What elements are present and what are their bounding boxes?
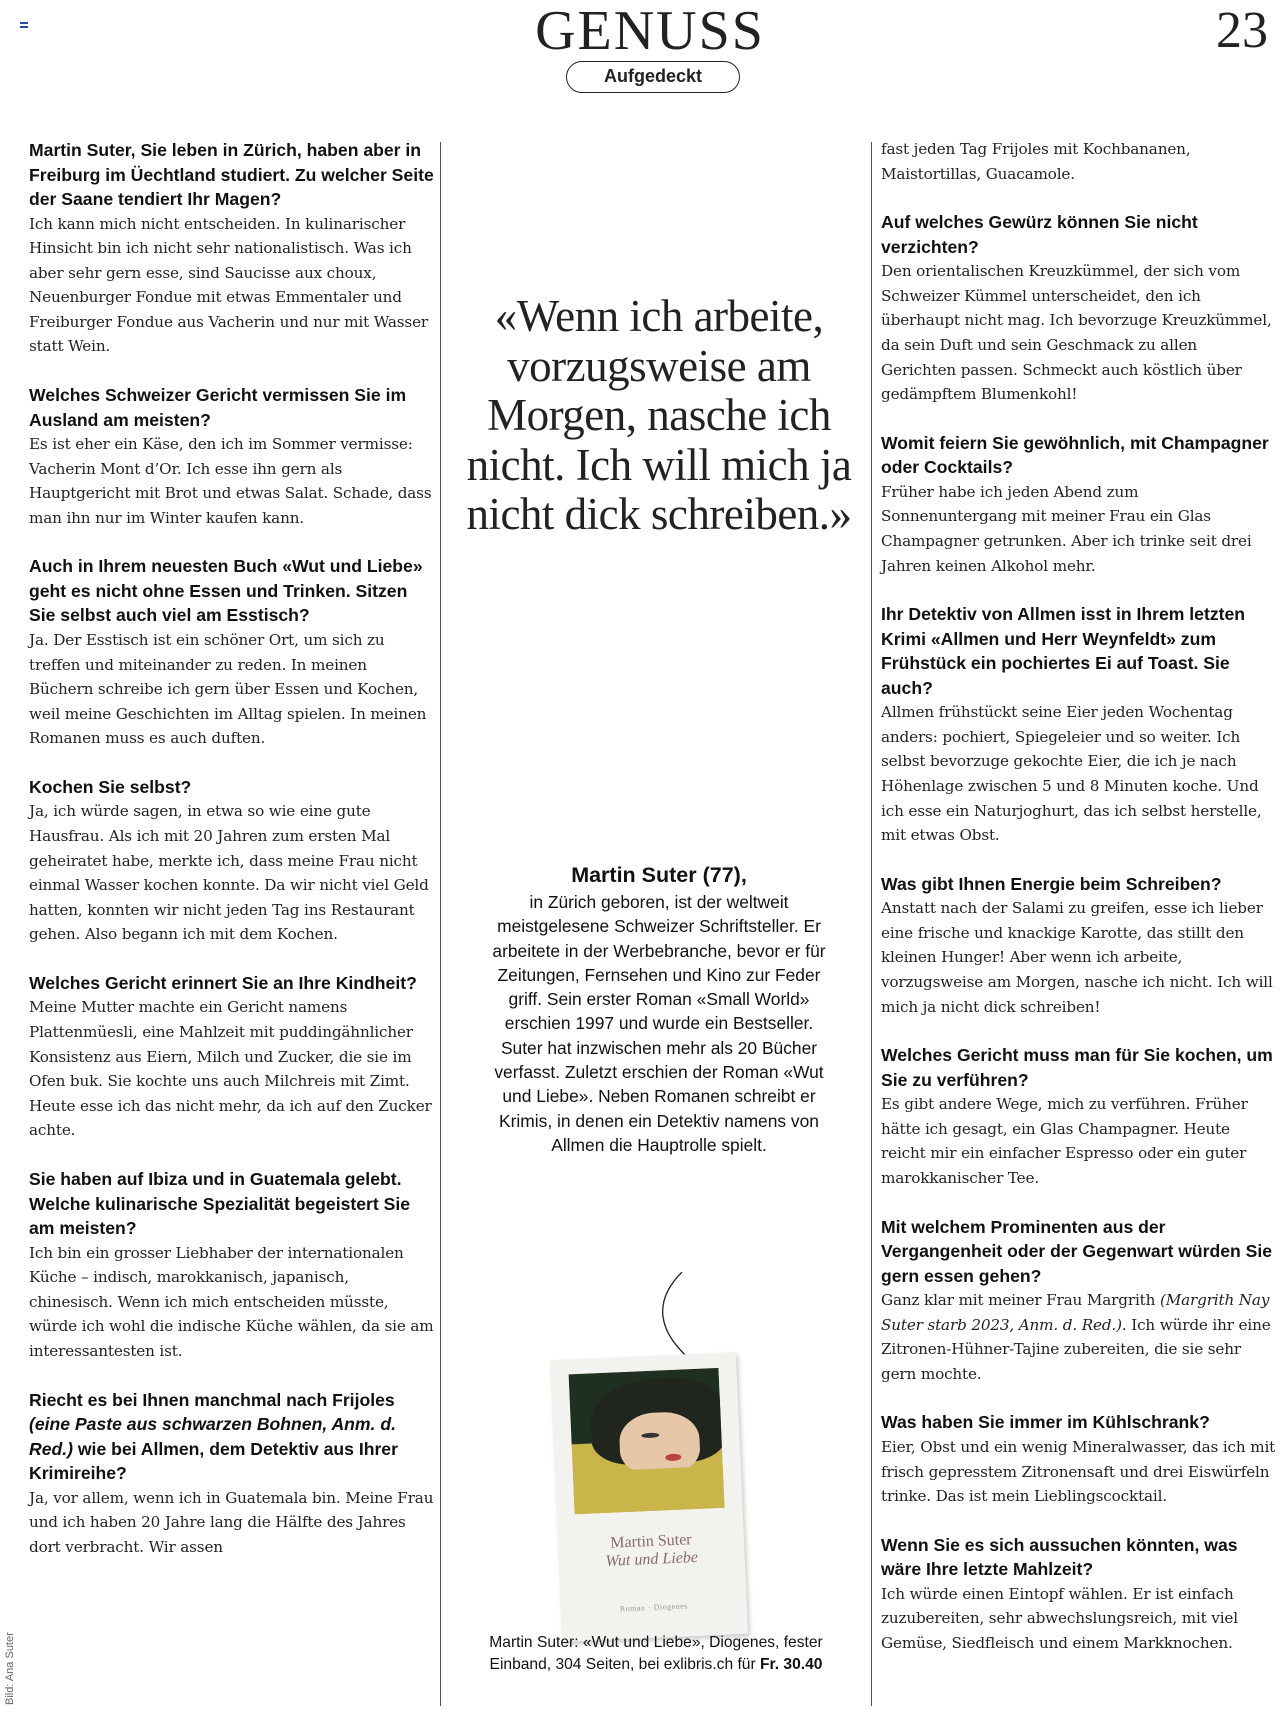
answer: Ich würde einen Eintopf wählen. Er ist einfach zuzubereiten, sehr abwechslungsreich, mit viel Gemüse, Siedfleisch und einem Markknochen. — [881, 1584, 1238, 1652]
right-column — [881, 137, 1276, 1679]
qa-block — [29, 1388, 434, 1560]
answer-text: Ganz klar mit meiner Frau Margrith — [881, 1291, 1160, 1310]
question: Was haben Sie immer im Kühlschrank? — [881, 1412, 1210, 1433]
answer: Früher habe ich jeden Abend zum Sonnenuntergang mit meiner Frau ein Glas Champagner getrunken. Aber ich trinke seit drei Jahren keinen Alkohol mehr. — [881, 482, 1252, 575]
question: Auf welches Gewürz können Sie nicht verzichten? — [881, 212, 1198, 257]
book-author: Martin Suter — [609, 1531, 692, 1552]
book-cover — [550, 1352, 748, 1642]
photo-credit: Bild: Ana Suter — [4, 1632, 16, 1705]
question: Ihr Detektiv von Allmen isst in Ihrem letzten Krimi «Allmen und Herr Weynfeldt» zum Frühstück ein pochiertes Ei auf Toast. Sie auch? — [881, 604, 1246, 698]
answer: Eier, Obst und ein wenig Mineralwasser, das ich mit frisch gepresstem Zitronensaft und drei Eiswürfeln trinke. Das ist mein Lieblingscocktail. — [881, 1437, 1276, 1506]
caption-price: Fr. 30.40 — [760, 1656, 823, 1673]
qa-block — [881, 872, 1276, 1019]
question: Womit feiern Sie gewöhnlich, mit Champagner oder Cocktails? — [881, 432, 1269, 478]
subsection-badge: Aufgedeckt — [566, 61, 740, 93]
qa-block — [881, 137, 1276, 186]
answer: Es gibt andere Wege, mich zu verführen. Früher hätte ich gesagt, ein Glas Champagner. Heute reicht mir ein einfacher Espresso oder ein guter marokkanischer Tee. — [881, 1095, 1248, 1187]
qa-block — [881, 1410, 1276, 1508]
question — [29, 1388, 434, 1486]
qa-block — [881, 210, 1276, 407]
question: Wenn Sie es sich aussuchen könnten, was wäre Ihre letzte Mahlzeit? — [881, 1534, 1238, 1580]
qa-block — [881, 1043, 1276, 1190]
question: Welches Schweizer Gericht vermissen Sie im Ausland am meisten? — [29, 385, 407, 430]
answer: Ich bin ein grosser Liebhaber der internationalen Küche – indisch, marokkanisch, japanisch, chinesisch. Wenn ich mich entscheiden müsste, würde ich wohl die indische Küche wählen, da sie am interessantesten ist. — [29, 1243, 434, 1360]
answer: Ja. Der Esstisch ist ein schöner Ort, um sich zu treffen und miteinander zu reden. In meinen Büchern schreibe ich gern über Essen und Kochen, weil meine Geschichten im Alltag spielen. In meinen Romanen muss es auch duften. — [29, 630, 427, 748]
left-column — [29, 138, 434, 1583]
section-title: GENUSS — [535, 0, 765, 62]
answer: Es ist eher ein Käse, den ich im Sommer vermisse: Vacherin Mont d’Or. Ich esse ihn gern als Hauptgericht mit Brot und etwas Salat. Schade, dass man ihn nur im Winter kaufen kann. — [29, 435, 432, 527]
column-rule — [440, 142, 441, 1706]
qa-block — [29, 971, 434, 1143]
pull-quote: «Wenn ich arbeite, vorzugsweise am Morgen, nasche ich nicht. Ich will mich ja nicht dick schreiben.» — [466, 291, 852, 539]
bio-name: Martin Suter (77), — [571, 863, 747, 887]
answer: Ja, ich würde sagen, in etwa so wie eine gute Hausfrau. Als ich mit 20 Jahren zum ersten Mal geheiratet habe, merkte ich, dass meine Frau nicht einmal Wasser kochen konnte. Da wir nicht viel Geld hatten, konnten wir nicht jeden Tag ins Restaurant gehen. Also begann ich mit dem Kochen. — [29, 802, 429, 944]
answer: Ich kann mich nicht entscheiden. In kulinarischer Hinsicht bin ich nicht sehr nationalistisch. Was ich aber sehr gern esse, sind Saucisse aux choux, Neuenburger Fondue mit etwas Emmentaler und Freiburger Fondue aus Vacherin und nur mit Wasser statt Wein. — [29, 214, 429, 356]
question: Was gibt Ihnen Energie beim Schreiben? — [881, 873, 1222, 894]
qa-block — [29, 775, 434, 947]
qa-block — [29, 383, 434, 530]
question: Mit welchem Prominenten aus der Vergangenheit oder der Gegenwart würden Sie gern essen gehen? — [881, 1216, 1273, 1286]
answer: Den orientalischen Kreuzkümmel, der sich vom Schweizer Kümmel unterscheidet, den ich überhaupt nicht mag. Ich bevorzuge Kreuzkümmel, da sein Duft und sein Geschmack zu allen Gerichten passen. Schmeckt auch köstlich über gedämpftem Blumenkohl! — [881, 262, 1272, 404]
author-bio — [492, 860, 826, 1157]
question: Welches Gericht erinnert Sie an Ihre Kindheit? — [29, 972, 417, 993]
answer: Ja, vor allem, wenn ich in Guatemala bin. Meine Frau und ich haben 20 Jahre lang die Hälfte des Jahres dort verbracht. Wir assen — [29, 1488, 434, 1556]
book-caption — [476, 1632, 836, 1676]
question: Kochen Sie selbst? — [29, 776, 192, 797]
book-publisher: Roman · Diogenes — [619, 1601, 688, 1614]
bio-text: in Zürich geboren, ist der weltweit meistgelesene Schweizer Schriftsteller. Er arbeitete in der Werbebranche, bevor er für Zeitungen, Fernsehen und Kino zur Feder griff. Sein erster Roman «Small World» erschien 1997 und wurde ein Bestseller. Suter hat inzwischen mehr als 20 Bücher verfasst. Zuletzt erschien der Roman «Wut und Liebe». Neben Romanen schreibt er Krimis, in denen ein Detektiv namens von Allmen die Hauptrolle spielt. — [492, 892, 826, 1155]
qa-block — [29, 138, 434, 359]
question-text: wie bei Allmen, dem Detektiv aus Ihrer Krimireihe? — [29, 1438, 398, 1483]
editor-note: (eine Paste aus schwarzen Bohnen, Anm. d. Red.) — [29, 1414, 396, 1459]
answer — [881, 1288, 1276, 1386]
qa-block — [881, 431, 1276, 578]
book-title: Wut und Liebe — [605, 1548, 699, 1570]
qa-block — [881, 1215, 1276, 1387]
question-text: Riecht es bei Ihnen manchmal nach Frijoles — [29, 1389, 395, 1410]
qa-block — [29, 554, 434, 750]
editor-note: (Margrith Nay Suter starb 2023, Anm. d. Red.) — [881, 1291, 1270, 1334]
question: Sie haben auf Ibiza und in Guatemala gelebt. Welche kulinarische Spezialität begeistert Sie am meisten? — [29, 1169, 411, 1239]
answer: fast jeden Tag Frijoles mit Kochbananen, Maistortillas, Guacamole. — [881, 140, 1191, 183]
answer: Anstatt nach der Salami zu greifen, esse ich lieber eine frische und knackige Karotte, das stillt den kleinen Hunger! Aber wenn ich arbeite, vorzugsweise am Morgen, nasche ich nicht. Ich will mich ja nicht dick schreiben! — [881, 899, 1273, 1016]
cover-illustration — [569, 1368, 725, 1514]
caption-text: Martin Suter: «Wut und Liebe», Diogenes, fester Einband, 304 Seiten, bei exlibris.ch für — [489, 1634, 823, 1673]
column-rule — [871, 142, 872, 1706]
answer-text: . Ich würde ihr eine Zitronen-Hühner-Tajine zubereiten, die sie sehr gern mochte. — [881, 1315, 1271, 1383]
page-header — [0, 0, 1280, 100]
answer: Meine Mutter machte ein Gericht namens Plattenmüesli, eine Mahlzeit mit puddingähnlicher Konsistenz aus Eiern, Milch und Zucker, die sie im Ofen buk. Sie kochte uns auch Milchreis mit Zimt. Heute esse ich das nicht mehr, da ich auf den Zucker achte. — [29, 998, 432, 1140]
qa-block — [29, 1167, 434, 1363]
question: Welches Gericht muss man für Sie kochen, um Sie zu verführen? — [881, 1045, 1273, 1090]
question: Martin Suter, Sie leben in Zürich, haben aber in Freiburg im Üechtland studiert. Zu welcher Seite der Saane tendiert Ihr Magen? — [29, 140, 434, 209]
question: Auch in Ihrem neuesten Buch «Wut und Liebe» geht es nicht ohne Essen und Trinken. Sitzen Sie selbst auch viel am Esstisch? — [29, 556, 423, 626]
qa-block — [881, 602, 1276, 848]
answer: Allmen frühstückt seine Eier jeden Wochentag anders: pochiert, Spiegeleier und so weiter. Ich selbst bevorzuge gekochte Eier, die ich je nach Höhenlage zwischen 5 und 8 Minuten koche. Und ich esse ein Naturjoghurt, das ich selbst herstelle, mit etwas Obst. — [881, 703, 1262, 845]
qa-block — [881, 1533, 1276, 1656]
page-number: 23 — [1216, 2, 1268, 59]
